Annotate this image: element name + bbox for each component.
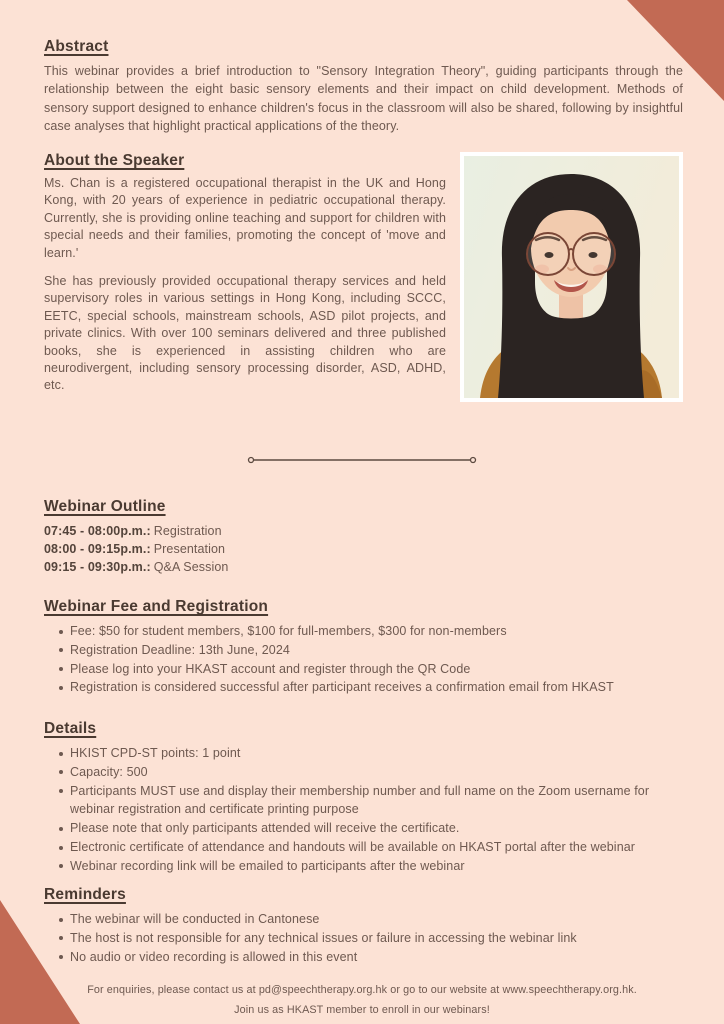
bullet-item: Participants MUST use and display their membership number and full name on the Zoom username for webinar registration and certificate printing purpose <box>59 782 683 820</box>
speaker-bio <box>44 152 446 395</box>
details-heading: Details <box>44 720 97 737</box>
speaker-paragraph-2: She has previously provided occupational therapy services and held supervisory roles in various settings in Hong Kong, including SCCC, EETC, special schools, mainstream schools, ASD pilot projects, and private clinics. With over 100 seminars delivered and three published books, she is experienced in assisting children who are neurodivergent, including sensory processing disorder, ASD, ADHD, etc. <box>44 274 446 393</box>
bullet-item: HKIST CPD-ST points: 1 point <box>59 744 683 763</box>
reminders-heading: Reminders <box>44 886 126 903</box>
bullet-item: Electronic certificate of attendance and handouts will be available on HKAST portal after the webinar <box>59 838 683 857</box>
bullet-item: Please note that only participants attended will receive the certificate. <box>59 819 683 838</box>
outline-label: Registration <box>153 524 222 538</box>
footer-contact <box>0 981 724 1020</box>
details-bullet-list <box>44 744 683 876</box>
outline-time: 09:15 - 09:30p.m.: <box>44 560 151 574</box>
outline-label: Q&A Session <box>153 560 229 574</box>
about-speaker-heading: About the Speaker <box>44 152 185 169</box>
outline-time: 08:00 - 09:15p.m.: <box>44 542 151 556</box>
bullet-item: Fee: $50 for student members, $100 for full-members, $300 for non-members <box>59 622 683 641</box>
bullet-item: Registration Deadline: 13th June, 2024 <box>59 641 683 660</box>
fee-heading: Webinar Fee and Registration <box>44 598 269 615</box>
webinar-outline-section <box>44 498 683 576</box>
footer-join-line: Join us as HKAST member to enroll in our webinars! <box>234 1003 490 1016</box>
bullet-item: No audio or video recording is allowed in this event <box>59 948 683 967</box>
abstract-section <box>44 38 683 135</box>
bullet-item: Webinar recording link will be emailed to participants after the webinar <box>59 857 683 876</box>
outline-time: 07:45 - 08:00p.m.: <box>44 524 151 538</box>
speaker-paragraph-1: Ms. Chan is a registered occupational therapist in the UK and Hong Kong, with 20 years of experience in pediatric occupational therapy. Currently, she is providing online teaching and support for children with special needs and their families, promoting the concept of 'move and learn.' <box>44 176 446 260</box>
reminders-bullet-list <box>44 910 683 966</box>
reminders-section <box>44 886 683 966</box>
speaker-photo <box>460 152 683 402</box>
bullet-item: Capacity: 500 <box>59 763 683 782</box>
footer-enquiries-line: For enquiries, please contact us at pd@speechtherapy.org.hk or go to our website at www.speechtherapy.org.hk. <box>87 984 637 996</box>
outline-heading: Webinar Outline <box>44 498 166 515</box>
fee-bullet-list <box>44 622 683 697</box>
outline-label: Presentation <box>153 542 226 556</box>
bullet-item: The webinar will be conducted in Cantonese <box>59 910 683 929</box>
fee-registration-section <box>44 598 683 697</box>
outline-item <box>44 558 683 576</box>
bullet-item: The host is not responsible for any technical issues or failure in accessing the webinar link <box>59 929 683 948</box>
outline-item <box>44 522 683 540</box>
speaker-portrait-illustration <box>464 156 679 398</box>
about-speaker-section <box>44 152 683 402</box>
abstract-body: This webinar provides a brief introduction to "Sensory Integration Theory", guiding participants through the relationship between the eight basic sensory elements and their impact on child development. Methods of sensory support designed to enhance children's focus in the classroom will also be shared, following by insightful case analyses that highlight practical applications of the theory. <box>44 64 683 133</box>
abstract-heading: Abstract <box>44 38 109 55</box>
details-section <box>44 720 683 876</box>
outline-item <box>44 540 683 558</box>
section-divider <box>246 455 478 465</box>
bullet-item: Registration is considered successful after participant receives a confirmation email from HKAST <box>59 678 683 697</box>
bullet-item: Please log into your HKAST account and register through the QR Code <box>59 660 683 679</box>
